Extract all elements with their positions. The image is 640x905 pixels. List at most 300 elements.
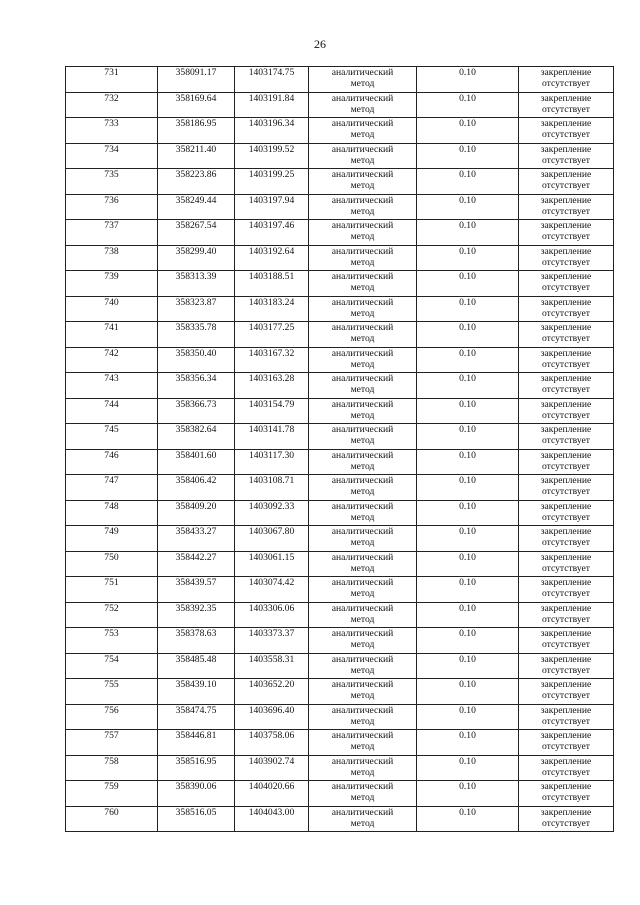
table-row: [66, 475, 614, 501]
accuracy-cell: 0.10: [417, 118, 519, 144]
y-coordinate-cell: 1403902.74: [235, 755, 309, 781]
y-coordinate-cell: 1403192.64: [235, 245, 309, 271]
accuracy-cell: 0.10: [417, 449, 519, 475]
method-cell: [309, 806, 417, 832]
fixing-cell: [519, 245, 614, 271]
method-line-2: метод: [350, 639, 375, 650]
method-cell: [309, 551, 417, 577]
method-line-2: метод: [350, 205, 375, 217]
method-cell: [309, 245, 417, 271]
method-line-1: аналитический: [331, 347, 394, 359]
method-line-2: метод: [350, 537, 375, 548]
fixing-line-2: отсутствует: [542, 486, 590, 497]
x-coordinate-cell: 358366.73: [158, 398, 235, 424]
x-coordinate-cell: 358401.60: [158, 449, 235, 475]
method-line-2: метод: [350, 307, 375, 319]
method-line-1: аналитический: [331, 500, 394, 512]
method-line-2: метод: [350, 792, 375, 803]
method-line-1: аналитический: [331, 653, 394, 665]
y-coordinate-cell: 1403067.80: [235, 526, 309, 552]
method-line-2: метод: [350, 460, 375, 472]
method-line-2: метод: [350, 511, 375, 523]
fixing-cell: [519, 271, 614, 297]
method-line-1: аналитический: [331, 271, 394, 282]
fixing-cell: [519, 373, 614, 399]
fixing-line-1: закрепление: [540, 806, 592, 818]
x-coordinate-cell: 358409.20: [158, 500, 235, 526]
y-coordinate-cell: 1403108.71: [235, 475, 309, 501]
y-coordinate-cell: 1403197.94: [235, 194, 309, 220]
x-coordinate-cell: 358091.17: [158, 67, 235, 93]
table-row: [66, 373, 614, 399]
x-coordinate-cell: 358446.81: [158, 730, 235, 756]
accuracy-cell: 0.10: [417, 220, 519, 246]
y-coordinate-cell: 1403163.28: [235, 373, 309, 399]
method-line-1: аналитический: [331, 67, 394, 78]
accuracy-cell: 0.10: [417, 628, 519, 654]
point-number-cell: 734: [66, 143, 158, 169]
point-number-cell: 745: [66, 424, 158, 450]
method-line-1: аналитический: [331, 475, 394, 486]
point-number-cell: 741: [66, 322, 158, 348]
fixing-line-1: закрепление: [540, 143, 592, 155]
method-cell: [309, 194, 417, 220]
accuracy-cell: 0.10: [417, 245, 519, 271]
method-cell: [309, 577, 417, 603]
fixing-line-2: отсутствует: [542, 562, 590, 574]
method-cell: [309, 526, 417, 552]
x-coordinate-cell: 358442.27: [158, 551, 235, 577]
fixing-line-1: закрепление: [540, 169, 592, 180]
y-coordinate-cell: 1403074.42: [235, 577, 309, 603]
y-coordinate-cell: 1403154.79: [235, 398, 309, 424]
point-number-cell: 758: [66, 755, 158, 781]
fixing-line-1: закрепление: [540, 679, 592, 690]
table-row: [66, 424, 614, 450]
table-row: [66, 118, 614, 144]
table-row: [66, 271, 614, 297]
y-coordinate-cell: 1403197.46: [235, 220, 309, 246]
fixing-line-1: закрепление: [540, 424, 592, 435]
y-coordinate-cell: 1403558.31: [235, 653, 309, 679]
fixing-line-1: закрепление: [540, 577, 592, 588]
method-line-2: метод: [350, 766, 375, 778]
table-row: [66, 449, 614, 475]
method-line-1: аналитический: [331, 551, 394, 563]
x-coordinate-cell: 358433.27: [158, 526, 235, 552]
method-line-1: аналитический: [331, 245, 394, 257]
point-number-cell: 731: [66, 67, 158, 93]
method-cell: [309, 92, 417, 118]
table-row: [66, 169, 614, 195]
method-line-1: аналитический: [331, 92, 394, 104]
x-coordinate-cell: 358378.63: [158, 628, 235, 654]
y-coordinate-cell: 1403117.30: [235, 449, 309, 475]
fixing-line-1: закрепление: [540, 398, 592, 410]
method-cell: [309, 475, 417, 501]
fixing-cell: [519, 551, 614, 577]
fixing-cell: [519, 296, 614, 322]
fixing-line-1: закрепление: [540, 704, 592, 716]
fixing-cell: [519, 92, 614, 118]
fixing-line-1: закрепление: [540, 322, 592, 333]
y-coordinate-cell: 1404020.66: [235, 781, 309, 807]
method-cell: [309, 322, 417, 348]
fixing-line-2: отсутствует: [542, 282, 590, 293]
x-coordinate-cell: 358299.40: [158, 245, 235, 271]
method-line-2: метод: [350, 741, 375, 752]
point-number-cell: 738: [66, 245, 158, 271]
fixing-line-1: закрепление: [540, 92, 592, 104]
table-row: [66, 322, 614, 348]
method-cell: [309, 730, 417, 756]
fixing-cell: [519, 653, 614, 679]
fixing-cell: [519, 449, 614, 475]
fixing-line-2: отсутствует: [542, 741, 590, 752]
table-row: [66, 296, 614, 322]
y-coordinate-cell: 1403306.06: [235, 602, 309, 628]
fixing-line-2: отсутствует: [542, 256, 590, 268]
table-row: [66, 781, 614, 807]
x-coordinate-cell: 358335.78: [158, 322, 235, 348]
fixing-line-1: закрепление: [540, 449, 592, 461]
fixing-cell: [519, 602, 614, 628]
method-line-1: аналитический: [331, 143, 394, 155]
table-row: [66, 398, 614, 424]
x-coordinate-cell: 358516.05: [158, 806, 235, 832]
fixing-line-1: закрепление: [540, 220, 592, 231]
fixing-cell: [519, 118, 614, 144]
accuracy-cell: 0.10: [417, 755, 519, 781]
method-line-2: метод: [350, 715, 375, 727]
accuracy-cell: 0.10: [417, 577, 519, 603]
x-coordinate-cell: 358267.54: [158, 220, 235, 246]
fixing-line-2: отсутствует: [542, 460, 590, 472]
x-coordinate-cell: 358439.10: [158, 679, 235, 705]
fixing-cell: [519, 628, 614, 654]
method-line-2: метод: [350, 664, 375, 676]
fixing-cell: [519, 169, 614, 195]
table-row: [66, 730, 614, 756]
x-coordinate-cell: 358439.57: [158, 577, 235, 603]
method-line-1: аналитический: [331, 296, 394, 308]
method-line-2: метод: [350, 231, 375, 242]
method-line-1: аналитический: [331, 526, 394, 537]
fixing-cell: [519, 67, 614, 93]
method-cell: [309, 449, 417, 475]
fixing-line-2: отсутствует: [542, 154, 590, 166]
table-row: [66, 755, 614, 781]
accuracy-cell: 0.10: [417, 730, 519, 756]
method-line-1: аналитический: [331, 628, 394, 639]
fixing-cell: [519, 679, 614, 705]
fixing-cell: [519, 526, 614, 552]
accuracy-cell: 0.10: [417, 271, 519, 297]
point-number-cell: 746: [66, 449, 158, 475]
method-line-2: метод: [350, 103, 375, 115]
fixing-line-1: закрепление: [540, 602, 592, 614]
accuracy-cell: 0.10: [417, 296, 519, 322]
point-number-cell: 739: [66, 271, 158, 297]
table-row: [66, 220, 614, 246]
fixing-line-2: отсутствует: [542, 613, 590, 625]
fixing-line-1: закрепление: [540, 296, 592, 308]
fixing-line-1: закрепление: [540, 653, 592, 665]
fixing-cell: [519, 143, 614, 169]
accuracy-cell: 0.10: [417, 169, 519, 195]
fixing-line-1: закрепление: [540, 730, 592, 741]
accuracy-cell: 0.10: [417, 679, 519, 705]
method-cell: [309, 169, 417, 195]
accuracy-cell: 0.10: [417, 602, 519, 628]
method-line-2: метод: [350, 384, 375, 395]
accuracy-cell: 0.10: [417, 398, 519, 424]
fixing-line-2: отсутствует: [542, 792, 590, 803]
method-cell: [309, 67, 417, 93]
fixing-cell: [519, 424, 614, 450]
point-number-cell: 740: [66, 296, 158, 322]
method-line-1: аналитический: [331, 449, 394, 461]
fixing-line-2: отсутствует: [542, 409, 590, 421]
fixing-cell: [519, 806, 614, 832]
point-number-cell: 753: [66, 628, 158, 654]
y-coordinate-cell: 1403696.40: [235, 704, 309, 730]
y-coordinate-cell: 1403141.78: [235, 424, 309, 450]
accuracy-cell: 0.10: [417, 92, 519, 118]
accuracy-cell: 0.10: [417, 653, 519, 679]
fixing-line-1: закрепление: [540, 628, 592, 639]
method-cell: [309, 143, 417, 169]
fixing-line-2: отсутствует: [542, 817, 590, 829]
table-row: [66, 806, 614, 832]
method-line-2: метод: [350, 256, 375, 268]
accuracy-cell: 0.10: [417, 194, 519, 220]
accuracy-cell: 0.10: [417, 704, 519, 730]
method-line-1: аналитический: [331, 118, 394, 129]
fixing-line-2: отсутствует: [542, 715, 590, 727]
method-line-1: аналитический: [331, 679, 394, 690]
point-number-cell: 736: [66, 194, 158, 220]
accuracy-cell: 0.10: [417, 526, 519, 552]
y-coordinate-cell: 1403199.52: [235, 143, 309, 169]
fixing-line-1: закрепление: [540, 67, 592, 78]
point-number-cell: 737: [66, 220, 158, 246]
method-line-1: аналитический: [331, 577, 394, 588]
coordinates-table: [65, 66, 614, 832]
fixing-line-1: закрепление: [540, 347, 592, 359]
point-number-cell: 751: [66, 577, 158, 603]
x-coordinate-cell: 358406.42: [158, 475, 235, 501]
method-line-2: метод: [350, 78, 375, 89]
method-cell: [309, 704, 417, 730]
method-line-2: метод: [350, 282, 375, 293]
accuracy-cell: 0.10: [417, 551, 519, 577]
table-row: [66, 92, 614, 118]
fixing-cell: [519, 347, 614, 373]
fixing-line-1: закрепление: [540, 781, 592, 792]
y-coordinate-cell: 1403652.20: [235, 679, 309, 705]
method-cell: [309, 296, 417, 322]
table-row: [66, 704, 614, 730]
method-line-2: метод: [350, 562, 375, 574]
table-row: [66, 347, 614, 373]
table-row: [66, 602, 614, 628]
point-number-cell: 754: [66, 653, 158, 679]
table-row: [66, 628, 614, 654]
x-coordinate-cell: 358485.48: [158, 653, 235, 679]
fixing-cell: [519, 577, 614, 603]
y-coordinate-cell: 1403183.24: [235, 296, 309, 322]
method-cell: [309, 398, 417, 424]
y-coordinate-cell: 1403373.37: [235, 628, 309, 654]
accuracy-cell: 0.10: [417, 373, 519, 399]
point-number-cell: 750: [66, 551, 158, 577]
fixing-line-2: отсутствует: [542, 103, 590, 115]
x-coordinate-cell: 358356.34: [158, 373, 235, 399]
page-number: 26: [314, 37, 326, 51]
method-line-1: аналитический: [331, 730, 394, 741]
table-row: [66, 143, 614, 169]
table-row: [66, 526, 614, 552]
method-cell: [309, 602, 417, 628]
method-cell: [309, 271, 417, 297]
table-row: [66, 577, 614, 603]
fixing-cell: [519, 781, 614, 807]
x-coordinate-cell: 358249.44: [158, 194, 235, 220]
fixing-line-2: отсутствует: [542, 307, 590, 319]
point-number-cell: 752: [66, 602, 158, 628]
fixing-line-2: отсутствует: [542, 435, 590, 446]
x-coordinate-cell: 358323.87: [158, 296, 235, 322]
method-cell: [309, 424, 417, 450]
fixing-line-2: отсутствует: [542, 205, 590, 217]
method-line-1: аналитический: [331, 398, 394, 410]
point-number-cell: 757: [66, 730, 158, 756]
method-line-1: аналитический: [331, 194, 394, 206]
fixing-line-1: закрепление: [540, 551, 592, 563]
method-line-1: аналитический: [331, 781, 394, 792]
method-line-2: метод: [350, 409, 375, 421]
fixing-line-1: закрепление: [540, 194, 592, 206]
point-number-cell: 760: [66, 806, 158, 832]
point-number-cell: 756: [66, 704, 158, 730]
accuracy-cell: 0.10: [417, 424, 519, 450]
method-cell: [309, 373, 417, 399]
x-coordinate-cell: 358211.40: [158, 143, 235, 169]
fixing-line-2: отсутствует: [542, 511, 590, 523]
method-cell: [309, 220, 417, 246]
fixing-line-2: отсутствует: [542, 129, 590, 140]
fixing-line-2: отсутствует: [542, 639, 590, 650]
method-cell: [309, 755, 417, 781]
method-line-2: метод: [350, 690, 375, 701]
method-line-1: аналитический: [331, 602, 394, 614]
point-number-cell: 732: [66, 92, 158, 118]
accuracy-cell: 0.10: [417, 475, 519, 501]
fixing-line-1: закрепление: [540, 500, 592, 512]
method-line-2: метод: [350, 358, 375, 370]
x-coordinate-cell: 358313.39: [158, 271, 235, 297]
accuracy-cell: 0.10: [417, 347, 519, 373]
x-coordinate-cell: 358474.75: [158, 704, 235, 730]
y-coordinate-cell: 1403196.34: [235, 118, 309, 144]
y-coordinate-cell: 1403188.51: [235, 271, 309, 297]
method-line-1: аналитический: [331, 373, 394, 384]
point-number-cell: 733: [66, 118, 158, 144]
fixing-cell: [519, 475, 614, 501]
fixing-line-2: отсутствует: [542, 766, 590, 778]
method-line-2: метод: [350, 435, 375, 446]
y-coordinate-cell: 1403061.15: [235, 551, 309, 577]
fixing-line-2: отсутствует: [542, 333, 590, 344]
point-number-cell: 735: [66, 169, 158, 195]
fixing-line-2: отсутствует: [542, 664, 590, 676]
fixing-cell: [519, 755, 614, 781]
x-coordinate-cell: 358169.64: [158, 92, 235, 118]
fixing-line-1: закрепление: [540, 755, 592, 767]
y-coordinate-cell: 1403191.84: [235, 92, 309, 118]
x-coordinate-cell: 358223.86: [158, 169, 235, 195]
point-number-cell: 742: [66, 347, 158, 373]
fixing-line-2: отсутствует: [542, 537, 590, 548]
method-line-2: метод: [350, 817, 375, 829]
table-row: [66, 194, 614, 220]
method-line-2: метод: [350, 180, 375, 191]
x-coordinate-cell: 358350.40: [158, 347, 235, 373]
table-row: [66, 653, 614, 679]
fixing-line-2: отсутствует: [542, 358, 590, 370]
method-line-2: метод: [350, 588, 375, 599]
method-line-1: аналитический: [331, 755, 394, 767]
fixing-line-1: закрепление: [540, 118, 592, 129]
method-cell: [309, 679, 417, 705]
point-number-cell: 755: [66, 679, 158, 705]
fixing-line-2: отсутствует: [542, 588, 590, 599]
point-number-cell: 747: [66, 475, 158, 501]
x-coordinate-cell: 358382.64: [158, 424, 235, 450]
method-line-1: аналитический: [331, 806, 394, 818]
x-coordinate-cell: 358516.95: [158, 755, 235, 781]
fixing-line-1: закрепление: [540, 245, 592, 257]
accuracy-cell: 0.10: [417, 806, 519, 832]
method-cell: [309, 118, 417, 144]
y-coordinate-cell: 1403199.25: [235, 169, 309, 195]
point-number-cell: 748: [66, 500, 158, 526]
x-coordinate-cell: 358186.95: [158, 118, 235, 144]
method-cell: [309, 781, 417, 807]
fixing-cell: [519, 220, 614, 246]
method-cell: [309, 653, 417, 679]
fixing-line-1: закрепление: [540, 373, 592, 384]
y-coordinate-cell: 1403177.25: [235, 322, 309, 348]
fixing-line-2: отсутствует: [542, 231, 590, 242]
point-number-cell: 749: [66, 526, 158, 552]
table-row: [66, 67, 614, 93]
fixing-line-2: отсутствует: [542, 78, 590, 89]
accuracy-cell: 0.10: [417, 500, 519, 526]
y-coordinate-cell: 1403174.75: [235, 67, 309, 93]
point-number-cell: 744: [66, 398, 158, 424]
method-line-1: аналитический: [331, 704, 394, 716]
point-number-cell: 743: [66, 373, 158, 399]
y-coordinate-cell: 1404043.00: [235, 806, 309, 832]
fixing-cell: [519, 500, 614, 526]
accuracy-cell: 0.10: [417, 67, 519, 93]
method-line-2: метод: [350, 333, 375, 344]
accuracy-cell: 0.10: [417, 322, 519, 348]
method-line-1: аналитический: [331, 169, 394, 180]
method-line-2: метод: [350, 486, 375, 497]
